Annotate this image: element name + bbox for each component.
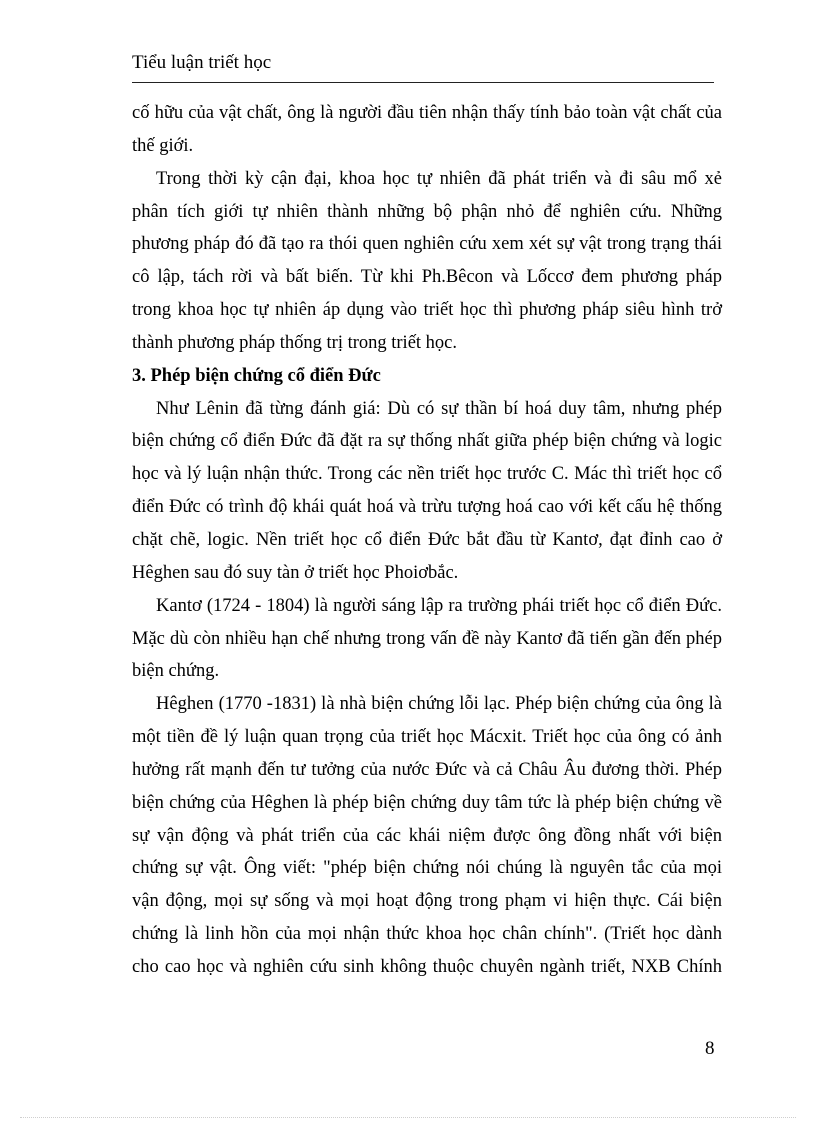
body-line: cho cao học và nghiên cứu sinh không thuộc chuyên ngành triết, NXB Chính [132, 956, 722, 977]
body-line: trong khoa học tự nhiên áp dụng vào triết học thì phương pháp siêu hình trở [132, 300, 722, 321]
paragraph-first-line: Hêghen (1770 -1831) là nhà biện chứng lỗi lạc. Phép biện chứng của ông là [156, 694, 722, 715]
body-line: chặt chẽ, logic. Nền triết học cổ điển Đức bắt đầu từ Kantơ, đạt đỉnh cao ở [132, 529, 722, 550]
body-line: Mặc dù còn nhiều hạn chế nhưng trong vấn đề này Kantơ đã tiến gần đến phép [132, 628, 722, 649]
body-line: chứng là linh hồn của mọi nhận thức khoa học chân chính". (Triết học dành [132, 924, 722, 945]
body-line: vận động, mọi sự sống và mọi hoạt động trong phạm vi hiện thực. Cái biện [132, 891, 722, 912]
body-line: phương pháp đó đã tạo ra thói quen nghiên cứu xem xét sự vật trong trạng thái [132, 234, 722, 255]
body-line: thế giới. [132, 135, 194, 156]
body-line: cố hữu của vật chất, ông là người đầu tiên nhận thấy tính bảo toàn vật chất của [132, 103, 722, 123]
document-body [132, 97, 722, 984]
paragraph-first-line: Kantơ (1724 - 1804) là người sáng lập ra trường phái triết học cổ điển Đức. [156, 595, 722, 616]
body-line: hưởng rất mạnh đến tư tưởng của nước Đức và cả Châu Âu đương thời. Phép [132, 759, 722, 780]
body-line: chứng sự vật. Ông viết: "phép biện chứng nói chúng là nguyên tắc của mọi [132, 858, 722, 879]
header-divider [132, 82, 714, 83]
page-number: 8 [705, 1038, 715, 1059]
paragraph-first-line: Trong thời kỳ cận đại, khoa học tự nhiên đã phát triển và đi sâu mổ xẻ [156, 168, 722, 189]
body-line: biện chứng của Hêghen là phép biện chứng duy tâm tức là phép biện chứng về [132, 792, 722, 813]
page-bottom-border [20, 1117, 796, 1118]
body-line: phân tích giới tự nhiên thành những bộ phận nhỏ để nghiên cứu. Những [132, 201, 722, 222]
body-line: điển Đức có trình độ khái quát hoá và trừu tượng hoá cao với kết cấu hệ thống [132, 497, 722, 518]
body-line: học và lý luận nhận thức. Trong các nền triết học trước C. Mác thì triết học cổ [132, 464, 722, 485]
section-heading: 3. Phép biện chứng cổ điển Đức [132, 365, 381, 386]
running-header: Tiểu luận triết học [132, 52, 272, 73]
body-line: thành phương pháp thống trị trong triết học. [132, 332, 458, 353]
body-line: một tiền đề lý luận quan trọng của triết học Mácxit. Triết học của ông có ảnh [132, 727, 722, 748]
paragraph-first-line: Như Lênin đã từng đánh giá: Dù có sự thần bí hoá duy tâm, nhưng phép [156, 398, 722, 419]
body-line: biện chứng cổ điển Đức đã đặt ra sự thống nhất giữa phép biện chứng và logic [132, 431, 722, 452]
body-line: sự vận động và phát triển của các khái niệm được ông đồng nhất với biện [132, 825, 722, 846]
body-line: cô lập, tách rời và bất biến. Từ khi Ph.Bêcon và Lốccơ đem phương pháp [132, 267, 722, 288]
body-line: Hêghen sau đó suy tàn ở triết học Phoiơbắc. [132, 562, 459, 583]
body-line: biện chứng. [132, 661, 220, 682]
